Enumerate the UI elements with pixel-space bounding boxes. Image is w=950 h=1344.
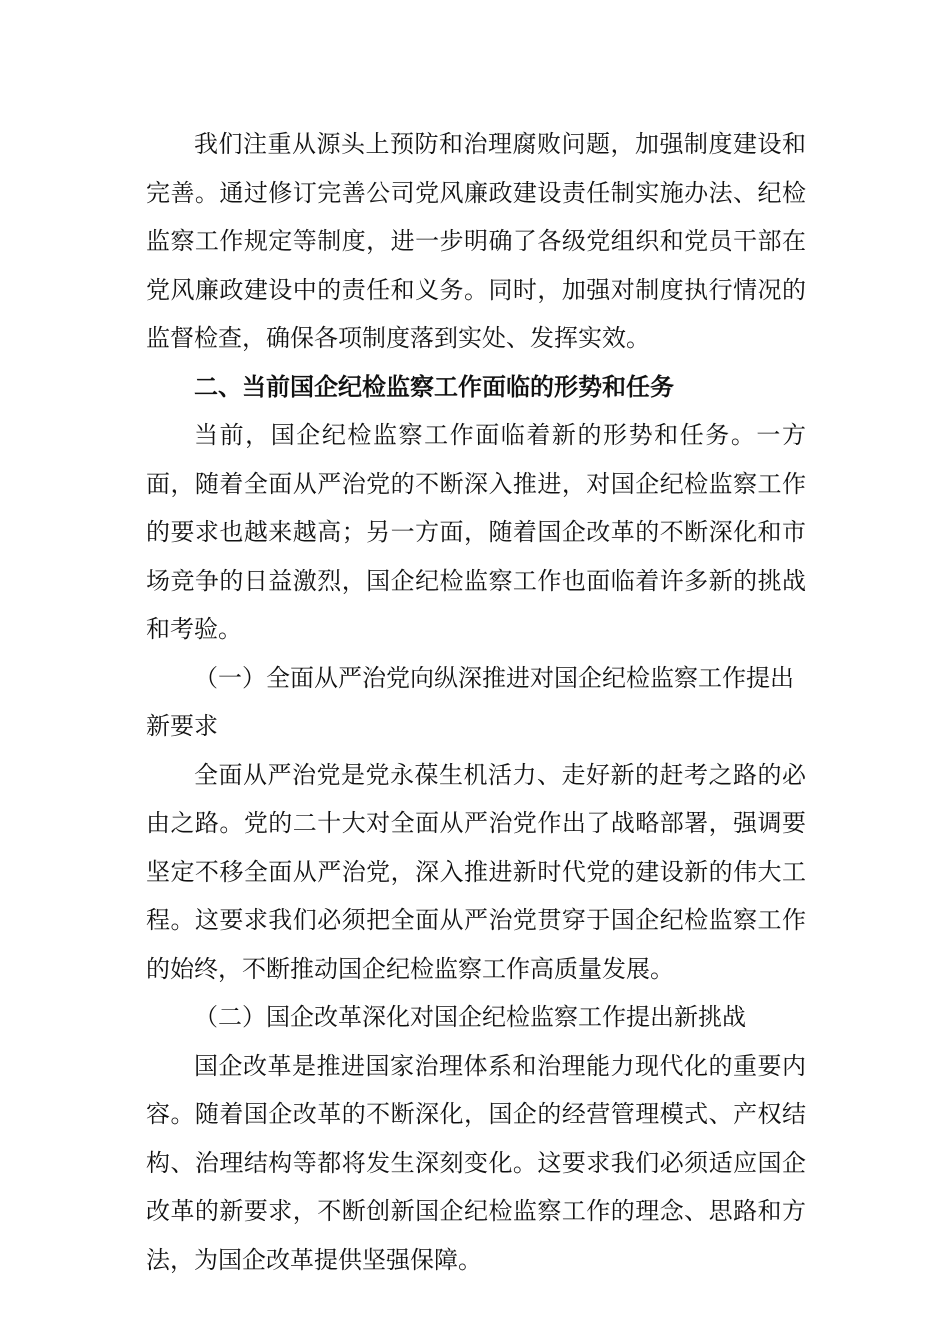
body-paragraph: 全面从严治党是党永葆生机活力、走好新的赶考之路的必由之路。党的二十大对全面从严治党作出了战略部署，强调要坚定不移全面从严治党，深入推进新时代党的建设新的伟大工程。这要求我们必须把全面从严治党贯穿于国企纪检监察工作的始终，不断推动国企纪检监察工作高质量发展。: [146, 760, 806, 983]
subsection-heading: （二）国企改革深化对国企纪检监察工作提出新挑战: [194, 1003, 746, 1031]
section-heading: 二、当前国企纪检监察工作面临的形势和任务: [194, 372, 674, 401]
body-paragraph: 国企改革是推进国家治理体系和治理能力现代化的重要内容。随着国企改革的不断深化，国企的经营管理模式、产权结构、治理结构等都将发生深刻变化。这要求我们必须适应国企改革的新要求，不断创新国企纪检监察工作的理念、思路和方法，为国企改革提供坚强保障。: [146, 1051, 806, 1274]
document-page: [146, 120, 806, 1284]
subsection-heading: （一）全面从严治党向纵深推进对国企纪检监察工作提出新要求: [146, 663, 794, 740]
body-paragraph: 当前，国企纪检监察工作面临着新的形势和任务。一方面，随着全面从严治党的不断深入推进，对国企纪检监察工作的要求也越来越高；另一方面，随着国企改革的不断深化和市场竞争的日益激烈，国企纪检监察工作也面临着许多新的挑战和考验。: [146, 421, 806, 643]
body-paragraph: 我们注重从源头上预防和治理腐败问题，加强制度建设和完善。通过修订完善公司党风廉政建设责任制实施办法、纪检监察工作规定等制度，进一步明确了各级党组织和党员干部在党风廉政建设中的责任和义务。同时，加强对制度执行情况的监督检查，确保各项制度落到实处、发挥实效。: [146, 130, 806, 352]
